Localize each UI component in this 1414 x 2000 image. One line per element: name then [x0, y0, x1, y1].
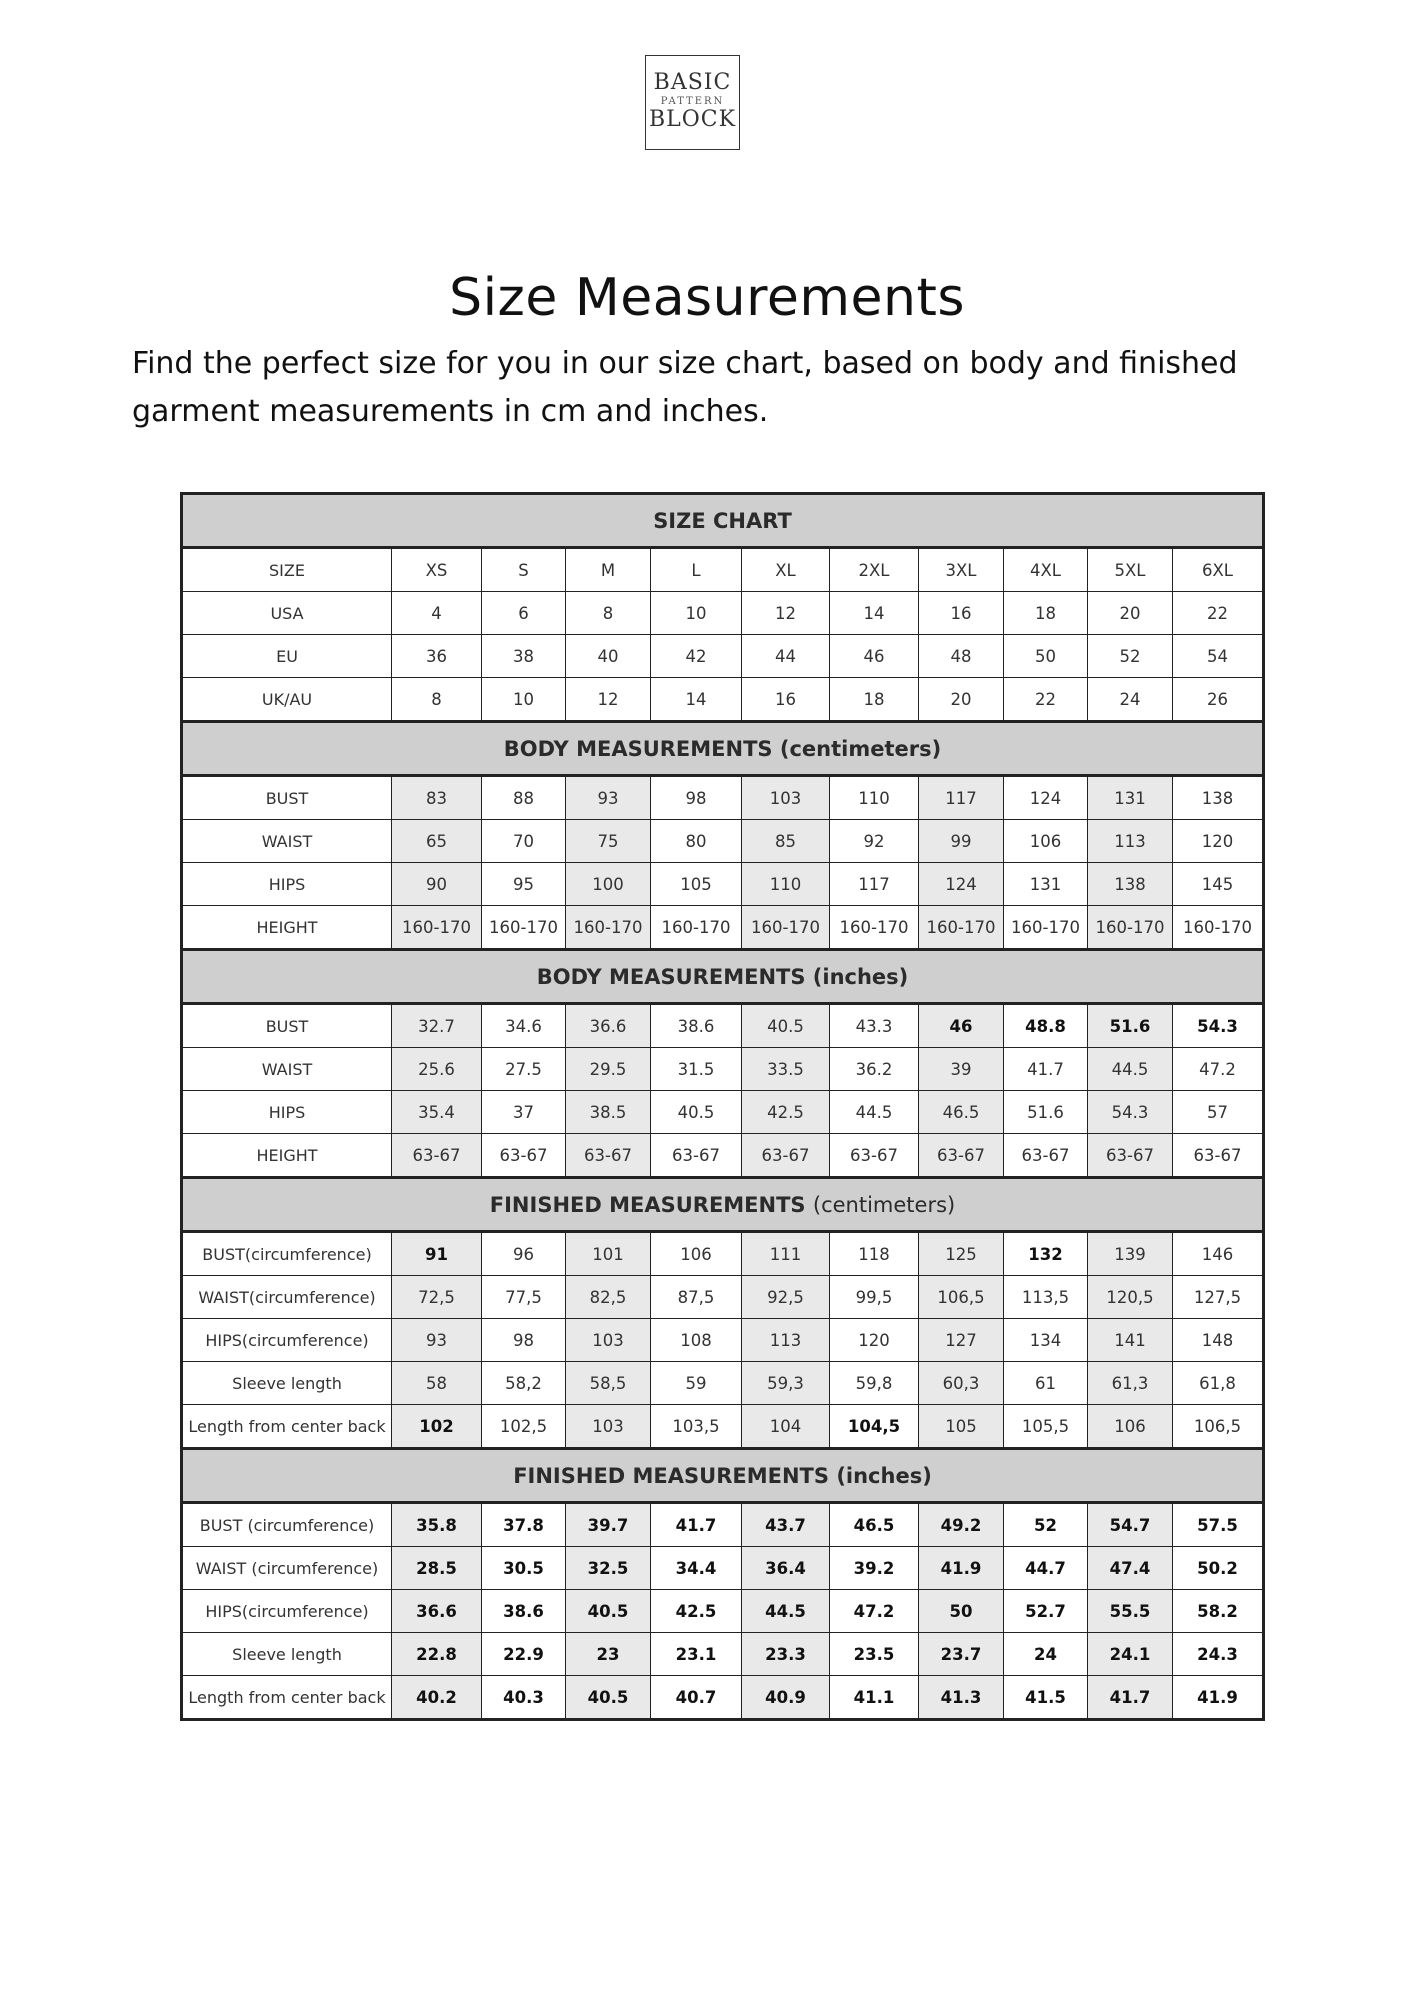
table-cell: S	[482, 548, 566, 592]
table-cell: 120	[1173, 820, 1264, 863]
table-cell: 50.2	[1173, 1547, 1264, 1590]
row-label: HEIGHT	[182, 906, 392, 950]
table-cell: 46	[830, 635, 919, 678]
row-label: WAIST	[182, 1048, 392, 1091]
table-cell: 12	[566, 678, 651, 722]
table-cell: 50	[919, 1590, 1004, 1633]
table-cell: 160-170	[1173, 906, 1264, 950]
table-cell: 39.7	[566, 1503, 651, 1547]
table-cell: 43.7	[742, 1503, 830, 1547]
table-cell: 37	[482, 1091, 566, 1134]
table-cell: 95	[482, 863, 566, 906]
table-cell: 40.5	[742, 1004, 830, 1048]
table-cell: 110	[742, 863, 830, 906]
table-cell: 88	[482, 776, 566, 820]
table-cell: 138	[1088, 863, 1173, 906]
table-cell: 39.2	[830, 1547, 919, 1590]
section-title	[182, 1449, 1264, 1503]
table-cell: 106	[651, 1232, 742, 1276]
table-cell: 63-67	[1088, 1134, 1173, 1178]
table-cell: 160-170	[566, 906, 651, 950]
table-cell: 148	[1173, 1319, 1264, 1362]
section-title	[182, 722, 1264, 776]
table-cell: 47.2	[830, 1590, 919, 1633]
table-cell: 160-170	[651, 906, 742, 950]
table-cell: 139	[1088, 1232, 1173, 1276]
table-cell: 113	[1088, 820, 1173, 863]
measurement-row	[182, 1276, 1264, 1319]
table-cell: 22.8	[392, 1633, 482, 1676]
table-cell: 8	[392, 678, 482, 722]
table-cell: 59,3	[742, 1362, 830, 1405]
table-cell: 93	[392, 1319, 482, 1362]
measurement-row	[182, 1134, 1264, 1178]
measurement-row	[182, 1590, 1264, 1633]
table-cell: 14	[830, 592, 919, 635]
table-cell: 40	[566, 635, 651, 678]
table-cell: 46	[919, 1004, 1004, 1048]
table-cell: 38.6	[651, 1004, 742, 1048]
table-cell: 20	[1088, 592, 1173, 635]
measurement-row	[182, 1503, 1264, 1547]
table-cell: 106	[1004, 820, 1088, 863]
table-cell: 63-67	[1004, 1134, 1088, 1178]
table-cell: 51.6	[1088, 1004, 1173, 1048]
table-cell: 146	[1173, 1232, 1264, 1276]
section-header-row	[182, 1178, 1264, 1232]
table-cell: 57.5	[1173, 1503, 1264, 1547]
table-cell: 131	[1088, 776, 1173, 820]
table-cell: 41.7	[1088, 1676, 1173, 1720]
page-title: Size Measurements	[449, 268, 965, 328]
table-cell: 85	[742, 820, 830, 863]
section-title-text: BODY MEASUREMENTS	[503, 736, 773, 761]
table-cell: 23.1	[651, 1633, 742, 1676]
table-cell: 24.3	[1173, 1633, 1264, 1676]
table-cell: 44.5	[1088, 1048, 1173, 1091]
table-cell: 160-170	[830, 906, 919, 950]
table-cell: 124	[1004, 776, 1088, 820]
table-cell: 108	[651, 1319, 742, 1362]
table-cell: 59	[651, 1362, 742, 1405]
measurement-row	[182, 1676, 1264, 1720]
table-cell: 36	[392, 635, 482, 678]
measurement-row	[182, 1319, 1264, 1362]
table-cell: 160-170	[919, 906, 1004, 950]
table-cell: 101	[566, 1232, 651, 1276]
table-cell: 145	[1173, 863, 1264, 906]
table-cell: 16	[919, 592, 1004, 635]
table-cell: 58	[392, 1362, 482, 1405]
table-cell: 117	[919, 776, 1004, 820]
table-cell: 46.5	[830, 1503, 919, 1547]
table-cell: 24.1	[1088, 1633, 1173, 1676]
row-label: HIPS	[182, 1091, 392, 1134]
table-cell: 105	[651, 863, 742, 906]
table-cell: 61,8	[1173, 1362, 1264, 1405]
measurement-row	[182, 1547, 1264, 1590]
table-cell: 80	[651, 820, 742, 863]
table-cell: 23	[566, 1633, 651, 1676]
table-cell: 72,5	[392, 1276, 482, 1319]
table-cell: 160-170	[1004, 906, 1088, 950]
table-cell: 40.5	[566, 1676, 651, 1720]
row-label: USA	[182, 592, 392, 635]
measurement-row	[182, 1633, 1264, 1676]
size-chart-table	[180, 492, 1265, 1721]
table-cell: 92	[830, 820, 919, 863]
table-cell: 120	[830, 1319, 919, 1362]
table-cell: 25.6	[392, 1048, 482, 1091]
row-label: WAIST	[182, 820, 392, 863]
table-cell: 127	[919, 1319, 1004, 1362]
table-cell: 41.3	[919, 1676, 1004, 1720]
table-cell: 100	[566, 863, 651, 906]
table-cell: 141	[1088, 1319, 1173, 1362]
table-cell: 39	[919, 1048, 1004, 1091]
table-cell: 24	[1004, 1633, 1088, 1676]
table-cell: 106,5	[1173, 1405, 1264, 1449]
table-cell: 23.5	[830, 1633, 919, 1676]
table-cell: 160-170	[742, 906, 830, 950]
table-cell: 102	[392, 1405, 482, 1449]
table-cell: 5XL	[1088, 548, 1173, 592]
section-unit-text: (centimeters)	[812, 1192, 956, 1217]
table-cell: 99,5	[830, 1276, 919, 1319]
measurement-row	[182, 1004, 1264, 1048]
section-title	[182, 1178, 1264, 1232]
intro-text: Find the perfect size for you in our size chart, based on body and finished garment measurements in cm and inches.	[132, 346, 1238, 429]
table-cell: 104	[742, 1405, 830, 1449]
table-cell: 46.5	[919, 1091, 1004, 1134]
row-label: HEIGHT	[182, 1134, 392, 1178]
table-cell: 41.7	[1004, 1048, 1088, 1091]
table-cell: 83	[392, 776, 482, 820]
table-cell: 23.7	[919, 1633, 1004, 1676]
table-cell: 82,5	[566, 1276, 651, 1319]
table-cell: 52	[1004, 1503, 1088, 1547]
table-cell: 75	[566, 820, 651, 863]
table-cell: 14	[651, 678, 742, 722]
table-cell: 4XL	[1004, 548, 1088, 592]
table-cell: 31.5	[651, 1048, 742, 1091]
section-title	[182, 950, 1264, 1004]
table-cell: 12	[742, 592, 830, 635]
table-cell: 77,5	[482, 1276, 566, 1319]
table-cell: 113	[742, 1319, 830, 1362]
table-cell: 104,5	[830, 1405, 919, 1449]
table-cell: 22.9	[482, 1633, 566, 1676]
table-cell: 54.3	[1173, 1004, 1264, 1048]
section-header-row	[182, 950, 1264, 1004]
table-cell: 65	[392, 820, 482, 863]
table-cell: 24	[1088, 678, 1173, 722]
table-cell: 10	[651, 592, 742, 635]
table-cell: 99	[919, 820, 1004, 863]
table-cell: 52	[1088, 635, 1173, 678]
table-cell: 113,5	[1004, 1276, 1088, 1319]
table-cell: 54	[1173, 635, 1264, 678]
table-cell: 38.5	[566, 1091, 651, 1134]
table-cell: 103	[566, 1319, 651, 1362]
table-cell: 118	[830, 1232, 919, 1276]
table-cell: 36.6	[392, 1590, 482, 1633]
measurement-row	[182, 1091, 1264, 1134]
table-cell: 63-67	[830, 1134, 919, 1178]
table-cell: 28.5	[392, 1547, 482, 1590]
table-cell: 96	[482, 1232, 566, 1276]
table-cell: 33.5	[742, 1048, 830, 1091]
table-cell: 111	[742, 1232, 830, 1276]
table-cell: 106	[1088, 1405, 1173, 1449]
row-label: BUST(circumference)	[182, 1232, 392, 1276]
table-cell: 30.5	[482, 1547, 566, 1590]
table-cell: 105	[919, 1405, 1004, 1449]
table-cell: 18	[1004, 592, 1088, 635]
section-title-text: FINISHED MEASUREMENTS	[489, 1192, 806, 1217]
table-cell: 127,5	[1173, 1276, 1264, 1319]
row-label: BUST (circumference)	[182, 1503, 392, 1547]
section-unit-text: (inches)	[836, 1463, 932, 1488]
table-cell: 124	[919, 863, 1004, 906]
table-cell: 61	[1004, 1362, 1088, 1405]
table-cell: 40.5	[651, 1091, 742, 1134]
logo-line-block: BLOCK	[648, 107, 737, 132]
table-cell: 47.2	[1173, 1048, 1264, 1091]
table-cell: 160-170	[392, 906, 482, 950]
table-cell: 103	[742, 776, 830, 820]
table-cell: 32.5	[566, 1547, 651, 1590]
logo-line-basic: BASIC	[653, 70, 732, 95]
row-label: HIPS	[182, 863, 392, 906]
table-cell: 16	[742, 678, 830, 722]
brand-logo	[645, 55, 740, 150]
section-header-row	[182, 1449, 1264, 1503]
table-cell: 50	[1004, 635, 1088, 678]
measurement-row	[182, 1232, 1264, 1276]
row-label: EU	[182, 635, 392, 678]
table-cell: 103,5	[651, 1405, 742, 1449]
size-row	[182, 548, 1264, 592]
size-row	[182, 678, 1264, 722]
table-cell: 32.7	[392, 1004, 482, 1048]
table-cell: 4	[392, 592, 482, 635]
table-cell: 63-67	[566, 1134, 651, 1178]
table-cell: 10	[482, 678, 566, 722]
size-chart-title: SIZE CHART	[182, 494, 1264, 548]
table-cell: 63-67	[919, 1134, 1004, 1178]
table-cell: 8	[566, 592, 651, 635]
table-cell: 40.7	[651, 1676, 742, 1720]
row-label: BUST	[182, 776, 392, 820]
row-label: HIPS(circumference)	[182, 1590, 392, 1633]
table-cell: 92,5	[742, 1276, 830, 1319]
table-cell: 40.9	[742, 1676, 830, 1720]
table-cell: 59,8	[830, 1362, 919, 1405]
section-unit-text: (inches)	[812, 964, 909, 989]
table-cell: XL	[742, 548, 830, 592]
table-cell: 44.7	[1004, 1547, 1088, 1590]
table-cell: M	[566, 548, 651, 592]
measurement-row	[182, 1405, 1264, 1449]
table-cell: 41.9	[1173, 1676, 1264, 1720]
table-cell: 120,5	[1088, 1276, 1173, 1319]
table-cell: 38.6	[482, 1590, 566, 1633]
table-cell: 91	[392, 1232, 482, 1276]
table-cell: 60,3	[919, 1362, 1004, 1405]
table-cell: 44.5	[742, 1590, 830, 1633]
table-cell: 61,3	[1088, 1362, 1173, 1405]
row-label: SIZE	[182, 548, 392, 592]
table-cell: 36.6	[566, 1004, 651, 1048]
row-label: UK/AU	[182, 678, 392, 722]
table-cell: 105,5	[1004, 1405, 1088, 1449]
table-cell: 98	[482, 1319, 566, 1362]
row-label: WAIST(circumference)	[182, 1276, 392, 1319]
row-label: HIPS(circumference)	[182, 1319, 392, 1362]
size-chart-header-row	[182, 494, 1264, 548]
table-cell: 35.8	[392, 1503, 482, 1547]
table-cell: 3XL	[919, 548, 1004, 592]
table-cell: 49.2	[919, 1503, 1004, 1547]
table-cell: 38	[482, 635, 566, 678]
table-cell: 106,5	[919, 1276, 1004, 1319]
table-cell: 51.6	[1004, 1091, 1088, 1134]
table-cell: 93	[566, 776, 651, 820]
measurement-row	[182, 1048, 1264, 1091]
table-cell: 103	[566, 1405, 651, 1449]
table-cell: 20	[919, 678, 1004, 722]
table-cell: 63-67	[482, 1134, 566, 1178]
table-cell: 70	[482, 820, 566, 863]
table-cell: 29.5	[566, 1048, 651, 1091]
table-cell: 54.3	[1088, 1091, 1173, 1134]
table-cell: 34.4	[651, 1547, 742, 1590]
table-cell: 160-170	[1088, 906, 1173, 950]
table-cell: 43.3	[830, 1004, 919, 1048]
table-cell: 87,5	[651, 1276, 742, 1319]
table-cell: 42.5	[651, 1590, 742, 1633]
table-cell: 40.2	[392, 1676, 482, 1720]
table-cell: 90	[392, 863, 482, 906]
table-cell: 34.6	[482, 1004, 566, 1048]
table-cell: 2XL	[830, 548, 919, 592]
measurement-row	[182, 820, 1264, 863]
section-title-text: BODY MEASUREMENTS	[536, 964, 806, 989]
table-cell: 138	[1173, 776, 1264, 820]
table-cell: 37.8	[482, 1503, 566, 1547]
table-cell: 102,5	[482, 1405, 566, 1449]
table-cell: 131	[1004, 863, 1088, 906]
table-cell: 22	[1173, 592, 1264, 635]
table-cell: 18	[830, 678, 919, 722]
table-cell: 117	[830, 863, 919, 906]
table-cell: 110	[830, 776, 919, 820]
logo-line-pattern: PATTERN	[660, 96, 725, 107]
table-cell: 41.9	[919, 1547, 1004, 1590]
table-cell: 47.4	[1088, 1547, 1173, 1590]
table-cell: 44	[742, 635, 830, 678]
table-cell: XS	[392, 548, 482, 592]
table-cell: 125	[919, 1232, 1004, 1276]
table-cell: 35.4	[392, 1091, 482, 1134]
table-cell: 58,5	[566, 1362, 651, 1405]
table-cell: 160-170	[482, 906, 566, 950]
table-cell: 27.5	[482, 1048, 566, 1091]
table-cell: 6XL	[1173, 548, 1264, 592]
measurement-row	[182, 1362, 1264, 1405]
row-label: Sleeve length	[182, 1633, 392, 1676]
measurement-row	[182, 906, 1264, 950]
row-label: Sleeve length	[182, 1362, 392, 1405]
table-cell: 48	[919, 635, 1004, 678]
table-cell: 36.4	[742, 1547, 830, 1590]
table-cell: 40.3	[482, 1676, 566, 1720]
table-cell: 63-67	[392, 1134, 482, 1178]
section-title-text: FINISHED MEASUREMENTS	[513, 1463, 829, 1488]
table-cell: 48.8	[1004, 1004, 1088, 1048]
table-cell: 132	[1004, 1232, 1088, 1276]
table-cell: 54.7	[1088, 1503, 1173, 1547]
measurement-row	[182, 863, 1264, 906]
size-row	[182, 635, 1264, 678]
row-label: WAIST (circumference)	[182, 1547, 392, 1590]
table-cell: 58,2	[482, 1362, 566, 1405]
table-cell: 42.5	[742, 1091, 830, 1134]
table-cell: 23.3	[742, 1633, 830, 1676]
table-cell: 41.7	[651, 1503, 742, 1547]
section-unit-text: (centimeters)	[779, 736, 942, 761]
table-cell: 57	[1173, 1091, 1264, 1134]
table-cell: 63-67	[1173, 1134, 1264, 1178]
table-cell: 6	[482, 592, 566, 635]
row-label: BUST	[182, 1004, 392, 1048]
table-cell: 98	[651, 776, 742, 820]
table-cell: 55.5	[1088, 1590, 1173, 1633]
table-cell: 42	[651, 635, 742, 678]
table-cell: 63-67	[742, 1134, 830, 1178]
size-row	[182, 592, 1264, 635]
table-cell: 36.2	[830, 1048, 919, 1091]
measurement-row	[182, 776, 1264, 820]
table-cell: 58.2	[1173, 1590, 1264, 1633]
table-cell: 63-67	[651, 1134, 742, 1178]
table-cell: 41.5	[1004, 1676, 1088, 1720]
table-cell: 22	[1004, 678, 1088, 722]
table-cell: 40.5	[566, 1590, 651, 1633]
row-label: Length from center back	[182, 1676, 392, 1720]
row-label: Length from center back	[182, 1405, 392, 1449]
section-header-row	[182, 722, 1264, 776]
table-cell: 41.1	[830, 1676, 919, 1720]
table-cell: 26	[1173, 678, 1264, 722]
table-cell: L	[651, 548, 742, 592]
table-cell: 52.7	[1004, 1590, 1088, 1633]
table-cell: 134	[1004, 1319, 1088, 1362]
table-cell: 44.5	[830, 1091, 919, 1134]
